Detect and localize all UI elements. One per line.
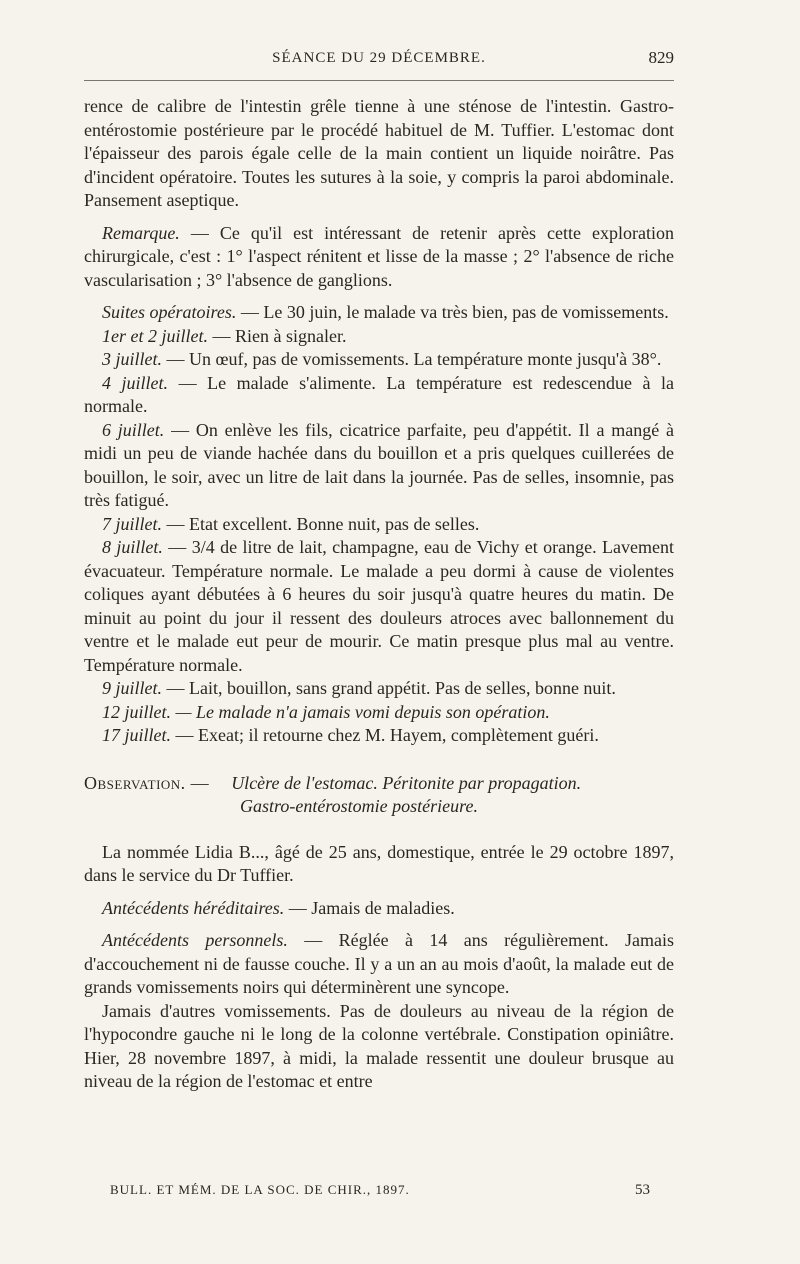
paragraph-text: — Lait, bouillon, sans grand appétit. Pas de selles, bonne nuit.: [162, 678, 616, 698]
running-title: SÉANCE DU 29 DÉCEMBRE.: [272, 50, 486, 66]
observation-title: Ulcère de l'estomac. Péritonite par propagation.: [231, 772, 582, 793]
paragraph-lead: 17 juillet.: [102, 725, 171, 745]
paragraph-text: Jamais d'autres vomissements. Pas de douleurs au niveau de la région de l'hypocondre gauche ni le long de la colonne vertébrale. Constipation opiniâtre. Hier, 28 novembre 1897, à midi, la malade ressentit une douleur brusque au niveau de la région de l'estomac et entre: [84, 1000, 674, 1091]
page-number: 829: [648, 48, 674, 67]
paragraph-text: — Le malade s'alimente. La température est redescendue à la normale.: [84, 372, 674, 416]
paragraph: [84, 841, 674, 888]
observation-line-1: [84, 772, 674, 796]
paragraph: [84, 222, 674, 293]
publication-footer: BULL. ET MÉM. DE LA SOC. DE CHIR., 1897.: [110, 1182, 410, 1197]
paragraph-lead: 8 juillet.: [102, 537, 163, 557]
header-rule: [84, 80, 674, 81]
paragraph-lead: 1er et 2 juillet.: [102, 325, 208, 346]
paragraph-text: — Ce qu'il est intéressant de retenir après cette exploration chirurgicale, c'est : 1° l'aspect rénitent et lisse de la masse ; 2° l'absence de riche vascularisation ; 3° l'absence de ganglions.: [84, 222, 674, 290]
paragraph-text: — Rien à signaler.: [207, 325, 347, 346]
paragraph: [84, 1000, 674, 1094]
paragraph-text: — 3/4 de litre de lait, champagne, eau de Vichy et orange. Lavement évacuateur. Température normale. Le malade a peu dormi à cause de violentes coliques ayant débutées à 6 heures du soir jusqu'à quatre heures du matin. De minuit au point du jour il ressent des douleurs atroces avec ballonnement du ventre et le malade eut peur de mourir. Ce matin presque plus mal au ventre. Température normale.: [84, 537, 674, 675]
paragraph: [84, 897, 674, 921]
signature-mark: 53: [635, 1182, 650, 1198]
paragraph-text: — On enlève les fils, cicatrice parfaite, peu d'appétit. Il a mangé à midi un peu de viande hachée dans du bouillon et a pris quelques cuillerées de bouillon, le soir, avec un litre de lait dans la journée. Pas de selles, insomnie, pas très fatigué.: [84, 419, 674, 510]
paragraph: [84, 536, 674, 677]
paragraph-lead: 6 juillet.: [102, 419, 165, 440]
paragraph-text: — Etat excellent. Bonne nuit, pas de selles.: [162, 513, 480, 534]
paragraph: [84, 724, 674, 748]
paragraph-text: La nommée Lidia B..., âgé de 25 ans, domestique, entrée le 29 octobre 1897, dans le service du Dr Tuffier.: [84, 841, 674, 885]
paragraph-lead: Suites opératoires.: [102, 302, 237, 322]
observation-subtitle: Gastro-entérostomie postérieure.: [240, 796, 478, 816]
paragraph-lead: 12 juillet. — Le malade n'a jamais vomi depuis son opération.: [102, 701, 550, 722]
paragraph-lead: Antécédents personnels.: [102, 930, 288, 950]
paragraph: [84, 513, 674, 537]
paragraph-lead: 3 juillet.: [102, 349, 162, 369]
paragraph-text: rence de calibre de l'intestin grêle tienne à une sténose de l'intestin. Gastro-entérostomie postérieure par le procédé habituel de M. Tuffier. L'estomac dont l'épaisseur des parois égale celle de la main contient un liquide noirâtre. Pas d'incident opératoire. Toutes les sutures à la soie, y compris la paroi abdominale. Pansement aseptique.: [84, 96, 674, 210]
paragraph: [84, 348, 674, 372]
paragraph: [84, 701, 674, 725]
paragraph-lead: 4 juillet.: [102, 372, 169, 393]
paragraph-lead: 7 juillet.: [102, 513, 162, 534]
paragraph-text: — Jamais de maladies.: [284, 897, 455, 918]
paragraph: [84, 372, 674, 419]
observation-heading: [84, 772, 674, 819]
paragraph-text: — Exeat; il retourne chez M. Hayem, complètement guéri.: [171, 725, 599, 745]
paragraph: [84, 301, 674, 325]
paragraph-text: — Le 30 juin, le malade va très bien, pas de vomissements.: [236, 302, 669, 322]
paragraph-lead: Antécédents héréditaires.: [102, 897, 285, 918]
paragraph: [84, 929, 674, 1000]
paragraph: [84, 419, 674, 513]
paragraph-lead: Remarque.: [102, 222, 180, 243]
body-text: [84, 95, 674, 1094]
paragraph-text: — Réglée à 14 ans régulièrement. Jamais d'accouchement ni de fausse couche. Il y a un an au mois d'août, la malade eut de grands vomissements noirs qui déterminèrent une syncope.: [84, 930, 675, 997]
paragraph: [84, 677, 674, 701]
paragraph: [84, 325, 674, 349]
observation-label: Observation. —: [84, 772, 210, 793]
paragraph: [84, 95, 674, 213]
running-head: [84, 50, 674, 74]
page-footer: [110, 1182, 650, 1204]
paragraph-text: — Un œuf, pas de vomissements. La température monte jusqu'à 38°.: [162, 349, 662, 369]
paragraph-lead: 9 juillet.: [102, 678, 162, 698]
